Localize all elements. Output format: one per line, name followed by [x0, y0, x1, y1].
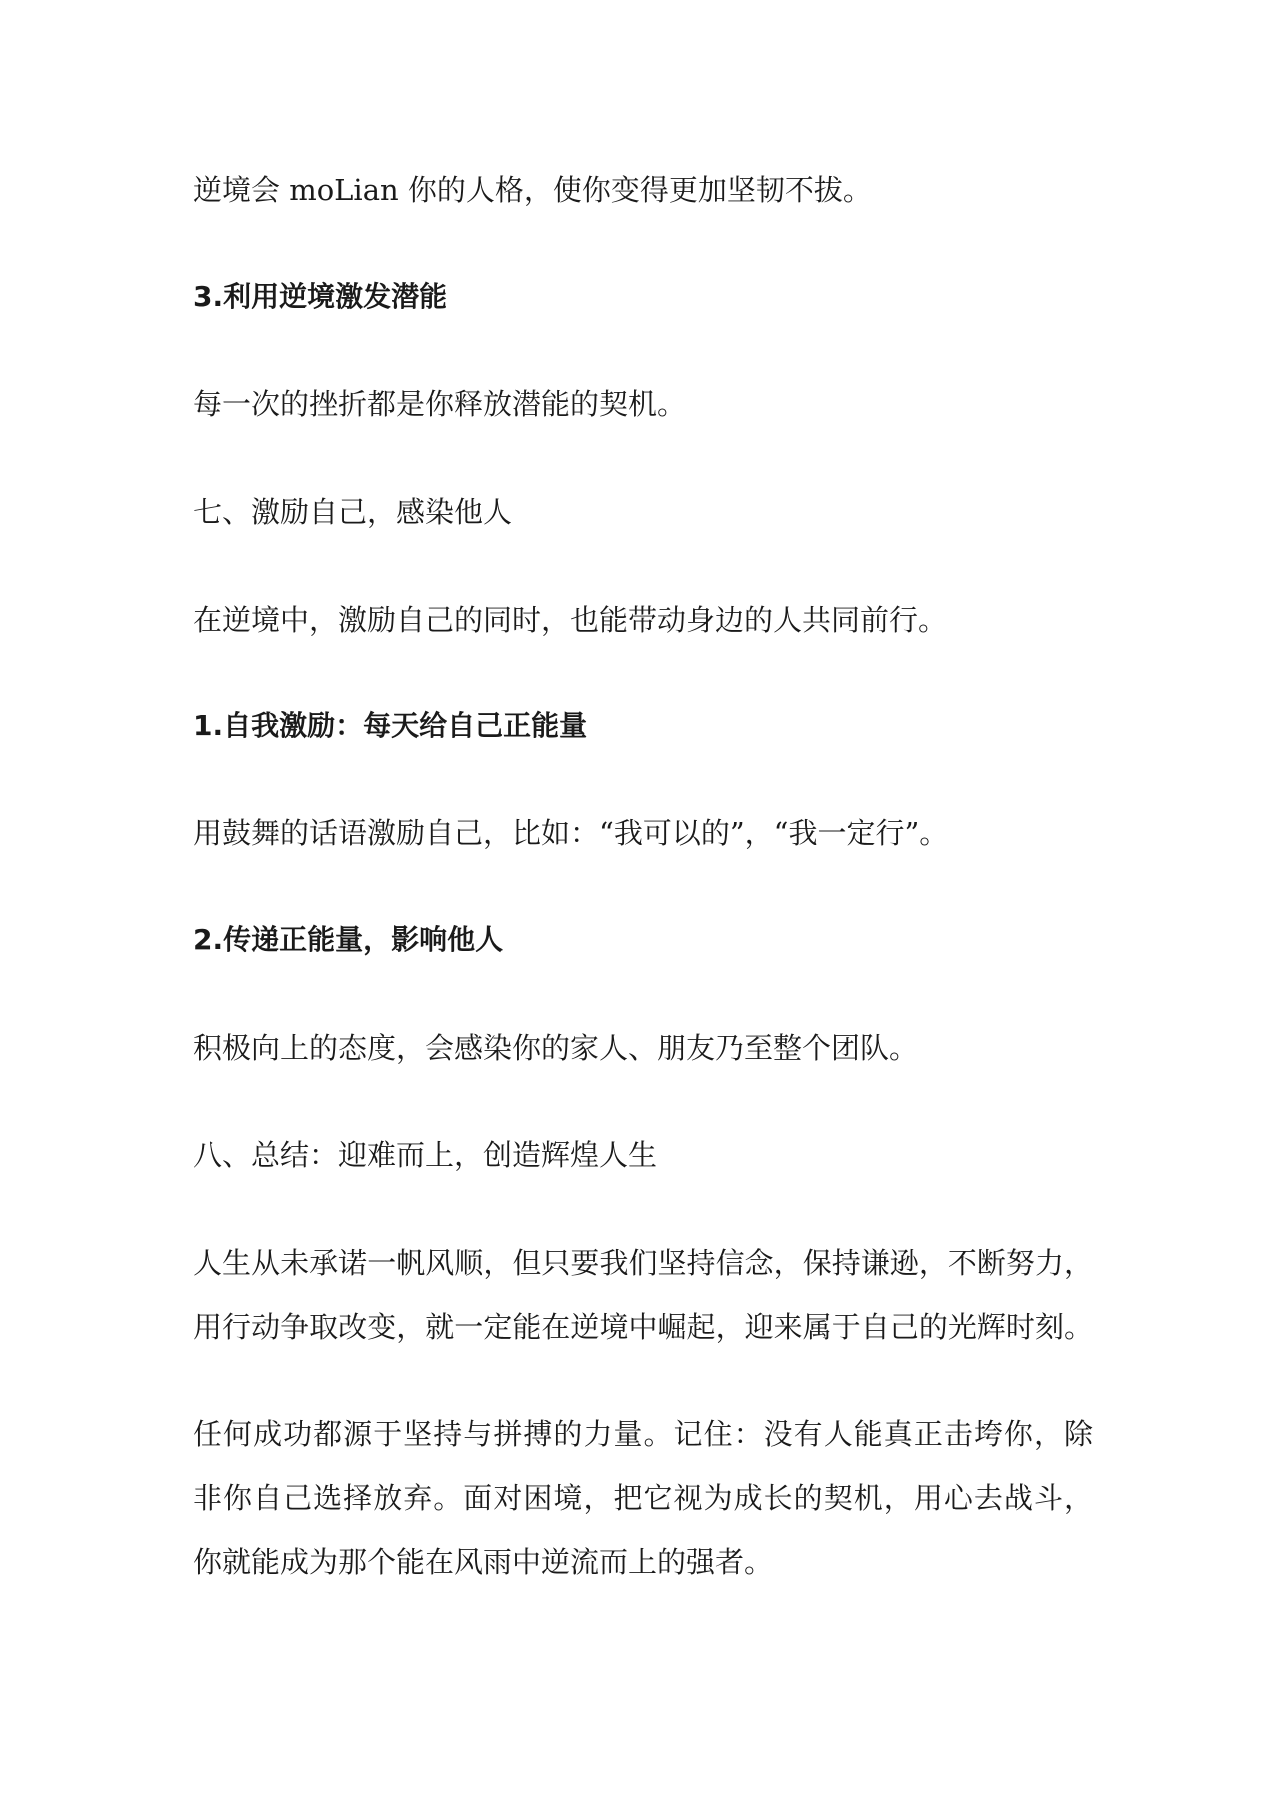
paragraph-line: 积极向上的态度，会感染你的家人、朋友乃至整个团队。 [193, 1031, 919, 1065]
paragraph-line: 非你自己选择放弃。面对困境，把它视为成长的契机，用心去战斗， [193, 1481, 1093, 1515]
paragraph-line: 任何成功都源于坚持与拼搏的力量。记住：没有人能真正击垮你，除 [193, 1417, 1093, 1451]
subheading-1: 1.自我激励：每天给自己正能量 [193, 709, 588, 742]
paragraph-line: 逆境会 moLian 你的人格，使你变得更加坚韧不拔。 [193, 173, 872, 207]
subheading-3: 3.利用逆境激发潜能 [193, 280, 448, 313]
paragraph-line: 用行动争取改变，就一定能在逆境中崛起，迎来属于自己的光辉时刻。 [193, 1310, 1093, 1344]
section-heading-8: 八、总结：迎难而上，创造辉煌人生 [193, 1138, 658, 1172]
paragraph-line: 在逆境中，激励自己的同时，也能带动身边的人共同前行。 [193, 603, 948, 637]
paragraph-line: 用鼓舞的话语激励自己，比如：“我可以的”，“我一定行”。 [193, 816, 949, 850]
paragraph-line: 每一次的挫折都是你释放潜能的契机。 [193, 387, 687, 421]
paragraph-line: 你就能成为那个能在风雨中逆流而上的强者。 [193, 1545, 774, 1579]
section-heading-7: 七、激励自己，感染他人 [193, 495, 513, 529]
paragraph-line: 人生从未承诺一帆风顺，但只要我们坚持信念，保持谦逊，不断努力， [193, 1246, 1093, 1280]
subheading-2: 2.传递正能量，影响他人 [193, 923, 504, 956]
